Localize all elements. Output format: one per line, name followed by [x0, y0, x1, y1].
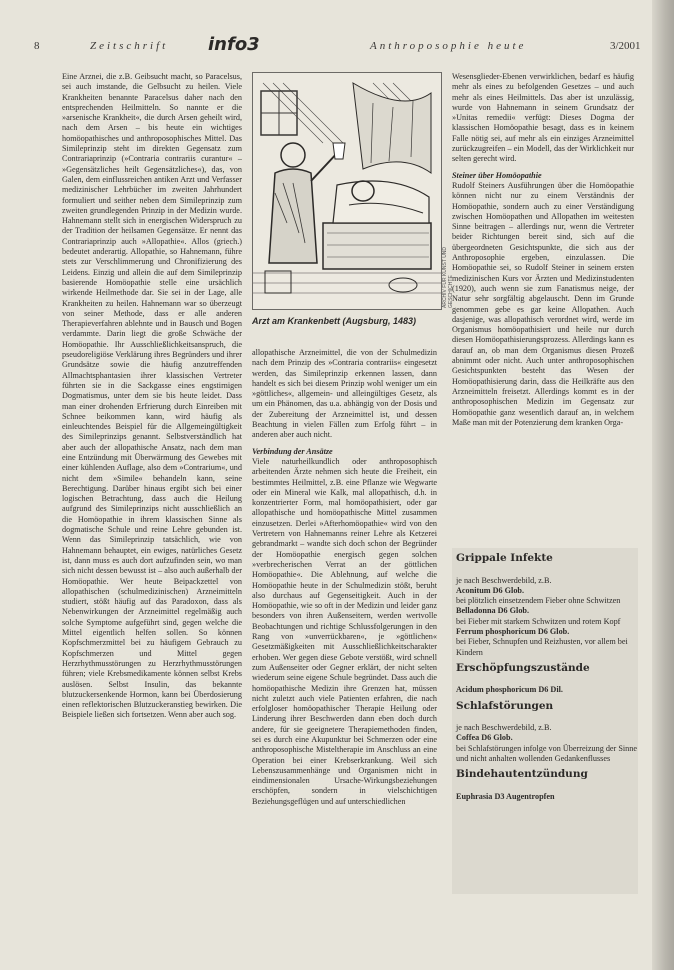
sidebar-heading-grippale-infekte: Grippale Infekte: [456, 552, 553, 564]
remedy-name: Euphrasia D3 Augentropfen: [456, 791, 555, 801]
sidebar-text: bei Fieber, Schnupfen und Reizhusten, vor allem bei Kindern: [456, 637, 628, 657]
page-header: [30, 36, 640, 56]
remedy-name: Ferrum phosphoricum D6 Glob.: [456, 626, 570, 636]
sidebar-heading-erschoepfung: Erschöpfungszustände: [456, 661, 590, 674]
issue-number: 3/2001: [610, 40, 641, 52]
remedy-name: Coffea D6 Glob.: [456, 733, 513, 743]
sidebar-text: bei Fieber mit starkem Schwitzen und rotem Kopf: [456, 616, 621, 626]
paragraph: Rudolf Steiners Ausführungen über die Homöopathie können nicht nur zu einem Verständnis der Homöopathie, sondern auch zu einer Verständigung zwischen Homöopathen und Allopathen im weitesten Sinne beitragen – allerdings nur, wenn die Vertreter beider Richtungen bereit sind, sich auf die übergeordneten Gesichtspunkte, die sich aus der Anthroposophie ergeben, einzulassen. Die Homöopathie sei, so Rudolf Steiner in seinem ersten medizinischen Kurs vor Ärzten und Medizinstudenten (1920), auch wenn sie zum Fanatismus neige, der Natur sehr sorgfältig abgelauscht. Denn im Grunde genommen gebe es gar keine Allopathen. Auch dasjenige, was allopathisch verordnet wird, werde im Organismus homöopathisiert und heile nur durch diesen Homöopathisierungsprozess. Allerdings kann es darauf an, ob man dem Organismus diesen Prozeß abnimmt oder nicht. Auch unter anthroposophischen Gesichtspunkten besteht das Wesen der Homöopathisierung darin, dass die Heilkräfte aus den Arzneimitteln freisetzt. Allerdings kommt es in der anthroposophischen Medizin im Gegensatz zur Homöopathie ganz wesentlich darauf an, in welchem Maße man mit der Potenzierung dem kranken Orga-: [452, 180, 634, 427]
figure: [252, 72, 454, 334]
figure-caption: Arzt am Krankenbett (Augsburg, 1483): [252, 316, 417, 326]
sidebar-text: je nach Beschwerdebild, z.B.: [456, 575, 552, 585]
subheading-steiner: Steiner über Homöopathie: [452, 170, 542, 180]
remedy-name: Aconitum D6 Glob.: [456, 585, 525, 595]
remedy-name: Belladonna D6 Glob.: [456, 606, 530, 616]
section-title: Anthroposophie heute: [370, 40, 527, 52]
woodcut-image: [252, 72, 442, 310]
text-column-2: [252, 348, 437, 928]
remedy-name: Acidum phosphoricum D6 Dil.: [456, 685, 563, 695]
text-column-1: [62, 72, 242, 922]
magazine-logo: info3: [208, 34, 260, 55]
paragraph: allopathische Arzneimittel, die von der Schulmedizin nach dem Prinzip des »Contraria contrariis« eingesetzt werden, das Simileprinzip erkennen lassen, dann handelt es sich bei diesem Prinzip wohl weniger um ein »göttliches«, allgemein- und alleingültiges Gesetz, als um ein Phänomen, das u.a. abhängig von der Dosis und der Zubereitung der Arzneimittel ist, und dessen Beachtung in vielen Fällen zum Erfolg führt – in anderen aber auch nicht.: [252, 348, 437, 440]
paragraph: Viele naturheilkundlich oder anthroposophisch arbeitenden Ärzte nehmen sich heute die Freiheit, ein bestimmtes Heilmittel, z.B. eine Pflanze wie Wegwarte oder ein Mineral wie Kalk, mal allopathisch, d.h. in konzentrierter Form, mal homöopathisiert, oder gar allopathische und homöopathische Mittel zusammen einzusetzen. Derlei »Afterhomöopathie« wird von den Vertretern von Hahnemanns reiner Lehre als Ketzerei gebrandmarkt – wandte sich doch schon der Begründer der Homöopathie energisch gegen solchen »verbrecherischen Verrat an der göttlichen Homöopathie«. Die Ablehnung, auf welche die Homöopathie heute in der Schulmedizin stößt, beruht also durchaus auf Gegenseitigkeit. Auch in der Homöopathie, wie so oft in der Medizin und leider ganz besonders von ihren Außenseitern, werden wertvolle Beobachtungen und richtige Schlussfolgerungen in den Rang von »unverrückbaren«, je »göttlichen« Gesetzmäßigkeiten mit Ausschließlichkeitscharakter erhoben. Wer gegen diese Gebote verstößt, wird schnell zum Außenseiter oder Gegner erklärt, der nicht selten wiederum seine eigene Schule begründet. Dass auch die homöopathische Medizin ihre Grenzen hat, müssen nicht zuletzt auch viele Patienten erfahren, die nach erfolgloser homöopathischer Therapie Heilung oder Linderung ihrer Beschwerden dann eben doch durch andere, für sie geeignetere Therapiemethoden finden, sei es durch eine Akupunktur bei Schmerzen oder eine anthroposophische Misteltherapie im Anschluss an eine Operation bei einer Krebserkrankung. Weil sich Lebenszusammenhänge und Organismen nicht in eindimensionalen Ursache-Wirkungsbeziehungen erschöpfen, sondern in vielschichtigen Beziehungsgeflügen und auf unterschiedlichen: [252, 456, 437, 806]
magazine-label: Zeitschrift: [90, 40, 169, 52]
text-column-3: [452, 72, 634, 542]
sidebar-text: je nach Beschwerdebild, z.B.: [456, 723, 552, 733]
image-credit: ARCHIV FÜR KUNST UND GESCHICHTE: [442, 246, 454, 308]
subheading-verbindung: Verbindung der Ansätze: [252, 446, 333, 456]
sidebar-text: bei plötzlich einsetzendem Fieber ohne Schwitzen: [456, 596, 621, 606]
sidebar-heading-bindehaut: Bindehautentzündung: [456, 768, 588, 781]
remedy-sidebar: [452, 548, 638, 894]
sidebar-heading-schlafstoerungen: Schlafstörungen: [456, 699, 554, 712]
paragraph: Wesensglieder-Ebenen verwirklichen, bedarf es häufig mehr als eines zu befolgenden Gesetzes – und auch mehr als eines Heilmittels. Das aber ist unzulässig, wurde von Hahnemann in seinem Grundsatz der »Unitas remedii« verfügt: Dieses Dogma der klassischen Homöopathie besagt, dass es in keinem Falle nötig sei, auf mehr als ein einziges Arzneimittel zurückzugreifen – ein Modell, das der Wirklichkeit nur selten gerecht wird.: [452, 72, 634, 164]
paragraph: Eine Arznei, die z.B. Geibsucht macht, so Paracelsus, sei auch imstande, die Gelbsucht zu heilen. Viele Krankheiten benannte Paracelsus daher nach den entsprechenden Heilmitteln. So nannte er die »arsenische Krankheit«, die durch Arsen geheilt wird, nach dem Arsen – bis heute ein wichtiges homöopathisches und anthroposophisches Mittel. Das Simileprinzip steht im direkten Gegensatz zum Contrariaprinzip (»Contraria contrariis curantur« – »Gegensätzliches heilt Gegensätzliches«), das, von Galen, dem einflussreichen antiken Arzt und Verfasser medizinischer Lehrbücher im zweiten Jahrhundert formuliert und seither neben dem Simileprinzip zum zweiten grundlegenden Prinzip in der Medizin wurde. Hahnemann stellt sich in energischen Widerspruch zu der Tradition der heilsamen Gegensätze. Er nennt das Contrariaprinzip auch »Allopathie«. Allos (griech.) bedeutet anderartig. Allopathie, so Hahnemann, führe stets zur Verschlimmerung und Chronifizierung des Leidens. Einzig und allein die auf dem Simileprinzip basierende Homöopathie stelle eine ursächlich wirkende Heilmethode dar. Sie sei in der Lage, alle Krankheiten zu heilen. Hahnemann war so überzeugt von seiner Methode, dass er alle anderen Therapieverfahren ablehnte und in Bausch und Bogen verdammte. Darin liegt die große Schwäche der Homöopathie. Ihr Ausschließlichkeitsanspruch, die pseudoreligiöse Verklärung ihres Begründers und ihrer Grundsätze sowie die häufig anzutreffenden Allmachtsphantasien ihrer klassischen Vertreter führten sie in die Sackgasse eines engstirnigen Dogmatismus, unter dem sie bis heute leidet. Dass man einer drohenden Erfrierung durch Einreiben mit Schnee beikommen kann, wird häufig als einleuchtendes Beispiel für die Allgemeingültigkeit des Simileprinzips genannt. Selbstverständlich hat aber auch der allopathische Ansatz, nach dem man eine Entzündung mit Überwärmung des Gewebes mit einer kühlenden Auflage, also dem »Contrarium«, und nicht dem »Simile« behandeln kann, seine Berechtigung. Darüber hinaus ergibt sich bei einer logischen Betrachtung, dass auch die Heilung aufgrund des Simileprinzips nicht ausschließlich an die Homöopathie in ihrem klassischen Sinne als dogmatische Schule und reine Lehre gebunden ist. Wenn das Simileprinzip tatsächlich, wie von Hahnemann behauptet, ein ewiges, natürliches Gesetz ist, dann muss es auch dort aufzufinden sein, wo man sich nicht dessen bewusst ist – also auch außerhalb der Homöopathie. Wer heute Beipackzettel von allopathischen (schulmedizinischen) Arzneimitteln studiert, stößt häufig auf das Paradoxon, dass als Nebenwirkungen der Arzneimittel regelmäßig auch solche Symptome aufgeführt sind, gegen welche die Mittel eigentlich helfen sollen. So können Kopfschmerzmittel bei zu häufigem Gebrauch zu Kopfschmerzen und Mittel gegen Herzrhythmusstörungen zu Herzrhythmusstörungen führen; viele Krebsmedikamente können selbst Krebs auslösen. Selbst Insulin, das bekannte blutzuckersenkende Hormon, kann bei Überdosierung einen reflektorischen Blutzuckeranstieg bewirken. Die Beispiele ließen sich fortsetzen. Wenn aber auch sog.: [62, 72, 242, 720]
sidebar-text: bei Schlafstörungen infolge von Überreizung der Sinne und nicht anhalten wollenden Gedankenflusses: [456, 743, 637, 764]
page-number: 8: [34, 40, 40, 52]
page-binding-shadow: [652, 0, 674, 970]
woodcut-illustration-icon: [253, 73, 441, 309]
